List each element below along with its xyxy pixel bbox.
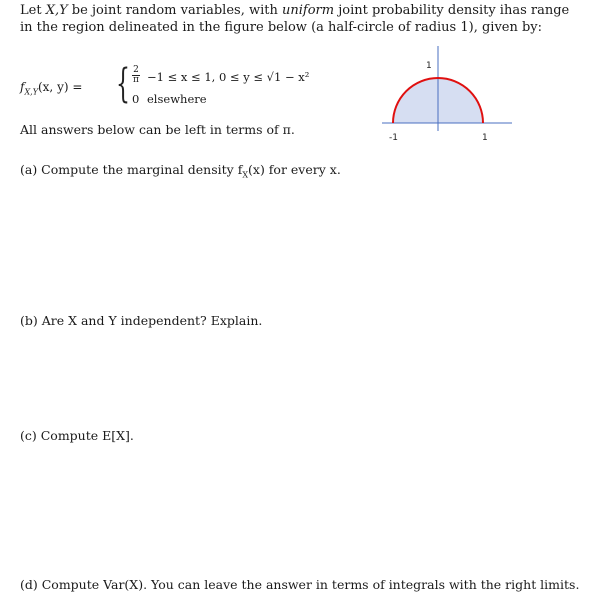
condition-elsewhere: elsewhere (147, 92, 207, 106)
cases-brace: { (116, 61, 130, 107)
problem-intro: Let X,Y be joint random variables, with uniform joint probability density ihas range in the region delineated in the figure below (a half-circle of radius 1), given by: (20, 3, 570, 35)
question-c: (c) Compute E[X]. (20, 428, 134, 443)
question-b: (b) Are X and Y independent? Explain. (20, 313, 263, 328)
pi-note: All answers below can be left in terms of π. (20, 122, 295, 137)
question-a: (a) Compute the marginal density $f_X(x)$ for every x. (20, 162, 341, 180)
elsewhere-value: 0 (132, 92, 140, 106)
label-minus-one: -1 (389, 133, 398, 143)
label-plus-one: 1 (482, 133, 488, 143)
xy-variables: X,Y (45, 3, 68, 18)
density-lhs: $f_{X,Y}(x$, y) = (20, 80, 83, 97)
condition-range: −1 ≤ x ≤ 1, 0 ≤ y ≤ √1 − x² (147, 70, 310, 84)
half-circle-figure (360, 44, 530, 154)
fraction-two-over-pi: 2 π (133, 65, 139, 85)
question-d: (d) Compute Var(X). You can leave the answer in terms of integrals with the right limits. (20, 577, 580, 592)
label-top-one: 1 (426, 61, 432, 71)
uniform-emphasis: uniform (281, 3, 335, 18)
joint-density-equation (20, 61, 340, 110)
